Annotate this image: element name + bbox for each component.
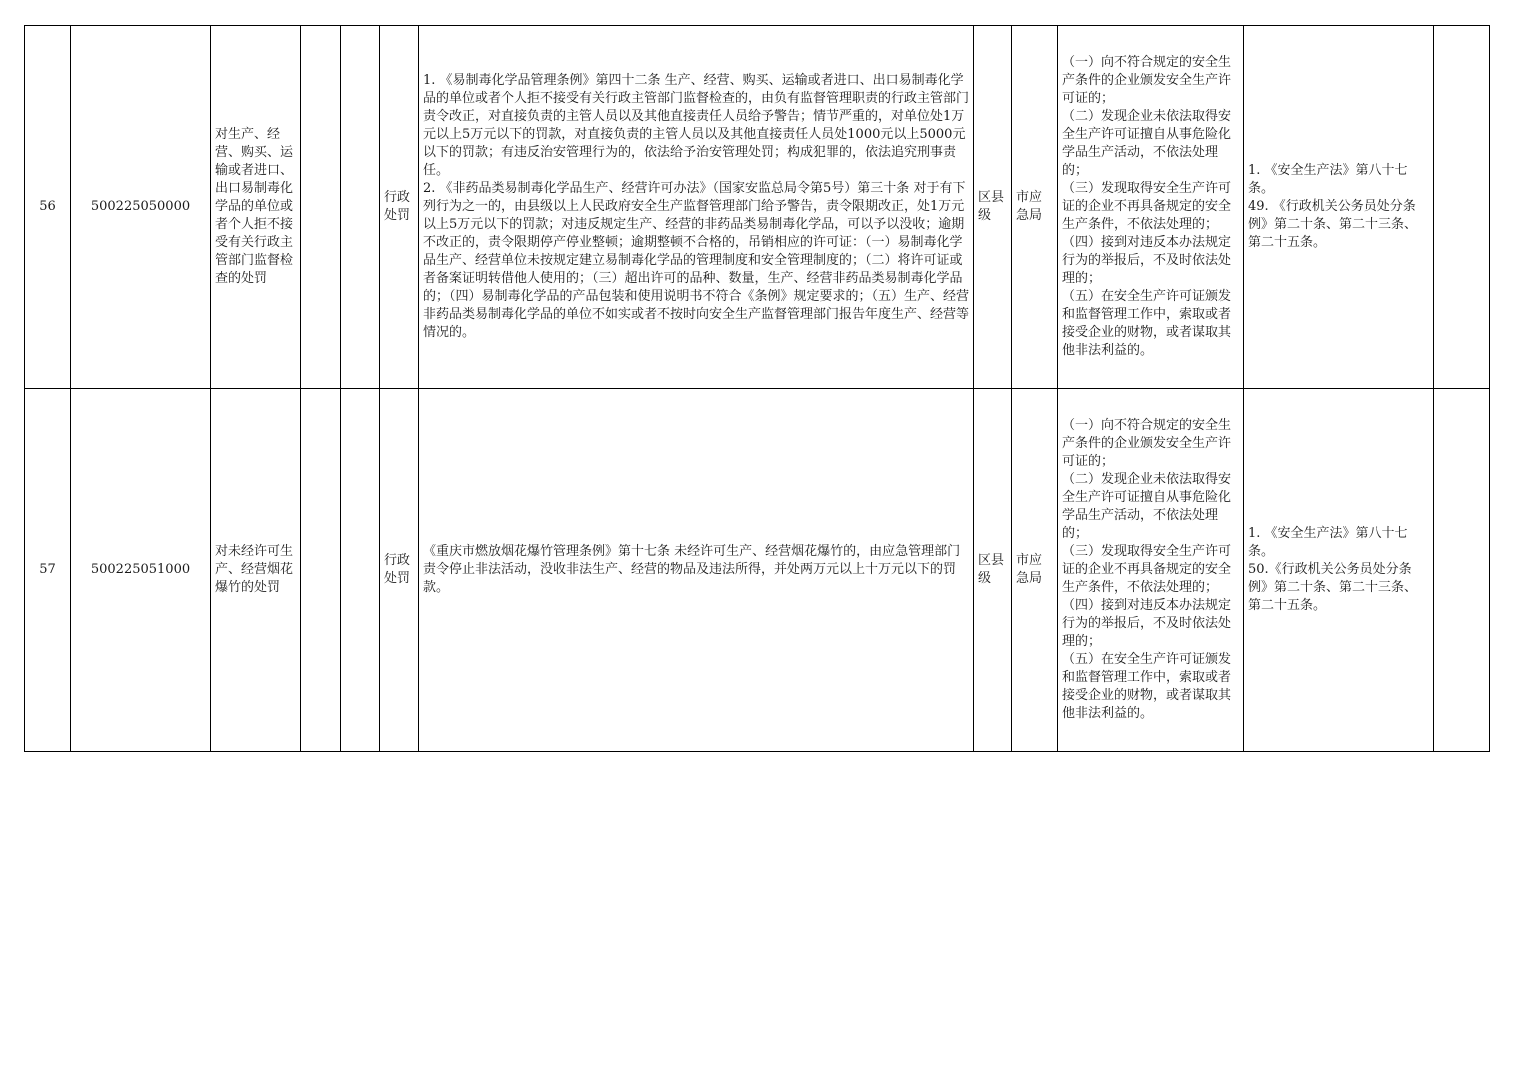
remark-cell <box>1434 26 1490 389</box>
row-number: 57 <box>25 389 71 752</box>
empty-cell <box>301 26 341 389</box>
legal-basis-paragraph: 《重庆市燃放烟花爆竹管理条例》第十七条 未经许可生产、经营烟花爆竹的，由应急管理部门责令停止非法活动，没收非法生产、经营的物品及违法所得，并处两万元以上十万元以下的罚款。 <box>423 544 961 595</box>
power-list-table <box>24 25 1490 752</box>
responsibility-item: （二）发现企业未依法取得安全生产许可证擅自从事危险化学品生产活动，不依法处理的； <box>1062 472 1232 541</box>
table-row <box>25 26 1490 389</box>
empty-cell <box>301 389 341 752</box>
accountability-item: 1. 《安全生产法》第八十七条。 <box>1248 163 1408 196</box>
item-type: 行政处罚 <box>380 26 419 389</box>
department: 市应急局 <box>1012 26 1058 389</box>
legal-basis-paragraph: 1. 《易制毒化学品管理条例》第四十二条 生产、经营、购买、运输或者进口、出口易制毒化学品的单位或者个人拒不接受有关行政主管部门监督检查的，由负有监督管理职责的行政主管部门责令改正，对直接负责的主管人员以及其他直接责任人员给予警告；情节严重的，对单位处1万元以上5万元以下的罚款，对直接负责的主管人员以及其他直接责任人员处1000元以上5000元以下的罚款；有违反治安管理行为的，依法给予治安管理处罚；构成犯罪的，依法追究刑事责任。 <box>423 73 970 178</box>
exercise-level: 区县级 <box>974 389 1012 752</box>
responsibility-item: （一）向不符合规定的安全生产条件的企业颁发安全生产许可证的； <box>1062 418 1232 469</box>
accountability-basis <box>1244 26 1434 389</box>
remark-cell <box>1434 389 1490 752</box>
responsibility-items <box>1058 26 1244 389</box>
accountability-item: 49. 《行政机关公务员处分条例》第二十条、第二十三条、第二十五条。 <box>1248 199 1418 250</box>
responsibility-item: （三）发现取得安全生产许可证的企业不再具备规定的安全生产条件，不依法处理的； <box>1062 544 1232 595</box>
legal-basis <box>419 389 974 752</box>
responsibility-item: （五）在安全生产许可证颁发和监督管理工作中，索取或者接受企业的财物，或者谋取其他非法利益的。 <box>1062 652 1232 721</box>
empty-cell <box>341 26 380 389</box>
table-row <box>25 389 1490 752</box>
responsibility-item: （五）在安全生产许可证颁发和监督管理工作中，索取或者接受企业的财物，或者谋取其他非法利益的。 <box>1062 289 1232 358</box>
item-name: 对生产、经营、购买、运输或者进口、出口易制毒化学品的单位或者个人拒不接受有关行政主管部门监督检查的处罚 <box>211 26 301 389</box>
responsibility-item: （四）接到对违反本办法规定行为的举报后，不及时依法处理的； <box>1062 598 1232 649</box>
responsibility-item: （二）发现企业未依法取得安全生产许可证擅自从事危险化学品生产活动，不依法处理的； <box>1062 109 1232 178</box>
responsibility-item: （三）发现取得安全生产许可证的企业不再具备规定的安全生产条件，不依法处理的； <box>1062 181 1232 232</box>
responsibility-item: （一）向不符合规定的安全生产条件的企业颁发安全生产许可证的； <box>1062 55 1232 106</box>
responsibility-item: （四）接到对违反本办法规定行为的举报后，不及时依法处理的； <box>1062 235 1232 286</box>
accountability-basis <box>1244 389 1434 752</box>
row-number: 56 <box>25 26 71 389</box>
empty-cell <box>341 389 380 752</box>
item-type: 行政处罚 <box>380 389 419 752</box>
accountability-item: 50.《行政机关公务员处分条例》第二十条、第二十三条、第二十五条。 <box>1248 562 1418 613</box>
item-name: 对未经许可生产、经营烟花爆竹的处罚 <box>211 389 301 752</box>
accountability-item: 1. 《安全生产法》第八十七条。 <box>1248 526 1408 559</box>
legal-basis-paragraph: 2. 《非药品类易制毒化学品生产、经营许可办法》（国家安监总局令第5号）第三十条 对于有下列行为之一的，由县级以上人民政府安全生产监督管理部门给予警告，责令限期改正，处1万元以上5万元以下的罚款；对违反规定生产、经营的非药品类易制毒化学品，可以予以没收；逾期不改正的，责令限期停产停业整顿；逾期整顿不合格的，吊销相应的许可证：（一）易制毒化学品生产、经营单位未按规定建立易制毒化学品的管理制度和安全管理制度的；（二）将许可证或者备案证明转借他人使用的；（三）超出许可的品种、数量，生产、经营非药品类易制毒化学品的；（四）易制毒化学品的产品包装和使用说明书不符合《条例》规定要求的；（五）生产、经营非药品类易制毒化学品的单位不如实或者不按时向安全生产监督管理部门报告年度生产、经营等情况的。 <box>423 181 970 340</box>
responsibility-items <box>1058 389 1244 752</box>
item-code: 500225051000 <box>71 389 211 752</box>
department: 市应急局 <box>1012 389 1058 752</box>
exercise-level: 区县级 <box>974 26 1012 389</box>
legal-basis <box>419 26 974 389</box>
item-code: 500225050000 <box>71 26 211 389</box>
